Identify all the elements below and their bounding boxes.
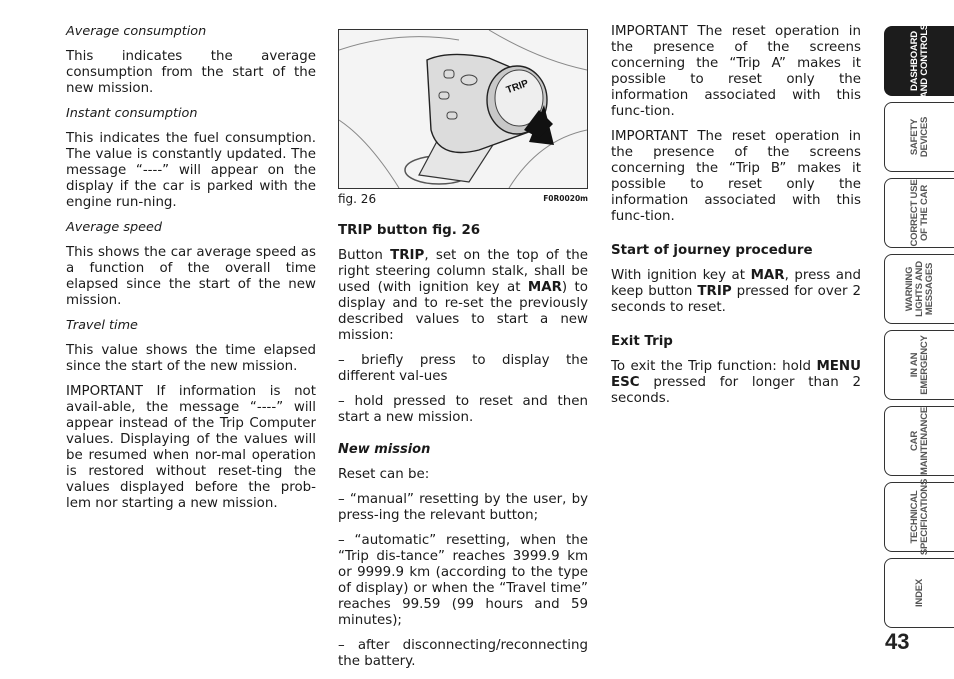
knob-trip-label: TRIP xyxy=(504,78,531,97)
text-run: pressed for longer than 2 seconds. xyxy=(611,375,861,406)
text-run: , set on the top of the right steering column stalk, shall be used (with ignition key at xyxy=(338,248,588,295)
key-mar: MAR xyxy=(750,268,785,283)
tab-warning-lights[interactable] xyxy=(884,254,954,324)
heading-start-of-journey: Start of journey procedure xyxy=(611,243,813,258)
text-run: With ignition key at xyxy=(611,268,751,283)
paragraph-trip-button xyxy=(338,248,588,344)
tab-label: TECHNICAL SPECIFICATIONS xyxy=(908,478,930,556)
paragraph-average-speed: This shows the car average speed as a function of the overall time elapsed since the start of the new mission. xyxy=(66,245,316,308)
text-run: pressed for over 2 seconds to reset. xyxy=(611,284,861,315)
paragraph-travel-time: This value shows the time elapsed since the start of the new mission. xyxy=(66,343,316,374)
tab-correct-use[interactable] xyxy=(884,178,954,248)
paragraph-exit-trip xyxy=(611,359,861,407)
bullet-automatic-reset: – “automatic” resetting, when the “Trip dis-tance” reaches 3999.9 km or 9999.9 km (according to the type of display) or when the “Travel time” reaches 99.59 (99 hours and 59 minutes); xyxy=(338,533,588,628)
tab-label: WARNING LIGHTS AND MESSAGES xyxy=(903,261,935,317)
bullet-hold-pressed: – hold pressed to reset and then start a new mission. xyxy=(338,394,588,425)
tab-label: DASHBOARD AND CONTROLS xyxy=(908,23,930,99)
key-trip: TRIP xyxy=(390,248,425,263)
tab-label: INDEX xyxy=(913,578,925,608)
key-mar: MAR xyxy=(527,280,562,295)
column-middle xyxy=(338,29,588,679)
tab-label: SAFETY DEVICES xyxy=(908,116,930,158)
heading-average-speed: Average speed xyxy=(66,220,163,235)
page-number: 43 xyxy=(885,629,910,654)
bullet-battery-reset: – after disconnecting/reconnecting the battery. xyxy=(338,638,588,669)
tab-technical-specifications[interactable] xyxy=(884,478,954,556)
text-run: , press and keep button xyxy=(611,268,861,299)
text-run: ) to display and to re-set the previously described values to start a new mission: xyxy=(338,280,588,343)
tab-car-maintenance[interactable] xyxy=(884,406,954,476)
tab-label: IN AN EMERGENCY xyxy=(908,335,930,395)
paragraph-reset-can-be: Reset can be: xyxy=(338,467,430,482)
text-run: Button xyxy=(338,248,391,263)
text-run: To exit the Trip function: hold xyxy=(611,359,817,374)
tab-safety-devices[interactable] xyxy=(884,102,954,172)
key-menu-esc: MENU ESC xyxy=(611,359,861,390)
paragraph-important-trip-a: IMPORTANT The reset operation in the presence of the screens concerning the “Trip A” makes it possible to reset only the information associated with this func-tion. xyxy=(611,24,861,119)
tab-in-an-emergency[interactable] xyxy=(884,330,954,400)
paragraph-instant-consumption: This indicates the fuel consumption. The value is constantly updated. The message “----” will appear on the display if the car is parked with the engine run-ning. xyxy=(66,131,316,210)
column-right xyxy=(611,24,861,416)
tab-dashboard-and-controls[interactable] xyxy=(884,23,954,99)
figure-trip-button xyxy=(338,29,588,189)
heading-travel-time: Travel time xyxy=(66,318,138,333)
paragraph-important-unavailable: IMPORTANT If information is not avail-able, the message “----” will appear instead of the Trip Computer values. Displaying of the values will be resumed when nor-mal operation is restored without reset-ting the values displayed before the prob-lem nor starting a new mission. xyxy=(66,384,316,511)
heading-trip-button: TRIP button fig. 26 xyxy=(338,223,481,238)
tab-label: CAR MAINTENANCE xyxy=(908,407,930,475)
paragraph-start-of-journey xyxy=(611,268,861,316)
tab-label: CORRECT USE OF THE CAR xyxy=(908,179,930,247)
heading-instant-consumption: Instant consumption xyxy=(66,106,198,121)
figure-caption: fig. 26 xyxy=(338,192,377,206)
bullet-briefly-press: – briefly press to display the different val-ues xyxy=(338,353,588,384)
paragraph-important-trip-b: IMPORTANT The reset operation in the presence of the screens concerning the “Trip B” makes it possible to reset only the information associated with this func-tion. xyxy=(611,129,861,224)
figure-caption-row xyxy=(338,191,588,209)
heading-new-mission: New mission xyxy=(338,442,431,457)
paragraph-average-consumption: This indicates the average consumption from the start of the new mission. xyxy=(66,49,316,96)
key-trip: TRIP xyxy=(697,284,732,299)
figure-code: F0R0020m xyxy=(543,194,588,203)
column-left xyxy=(66,24,316,521)
heading-exit-trip: Exit Trip xyxy=(611,334,673,349)
tab-index[interactable] xyxy=(884,558,954,628)
heading-average-consumption: Average consumption xyxy=(66,24,207,39)
bullet-manual-reset: – “manual” resetting by the user, by press-ing the relevant button; xyxy=(338,492,588,523)
trip-stalk-illustration xyxy=(339,30,587,188)
